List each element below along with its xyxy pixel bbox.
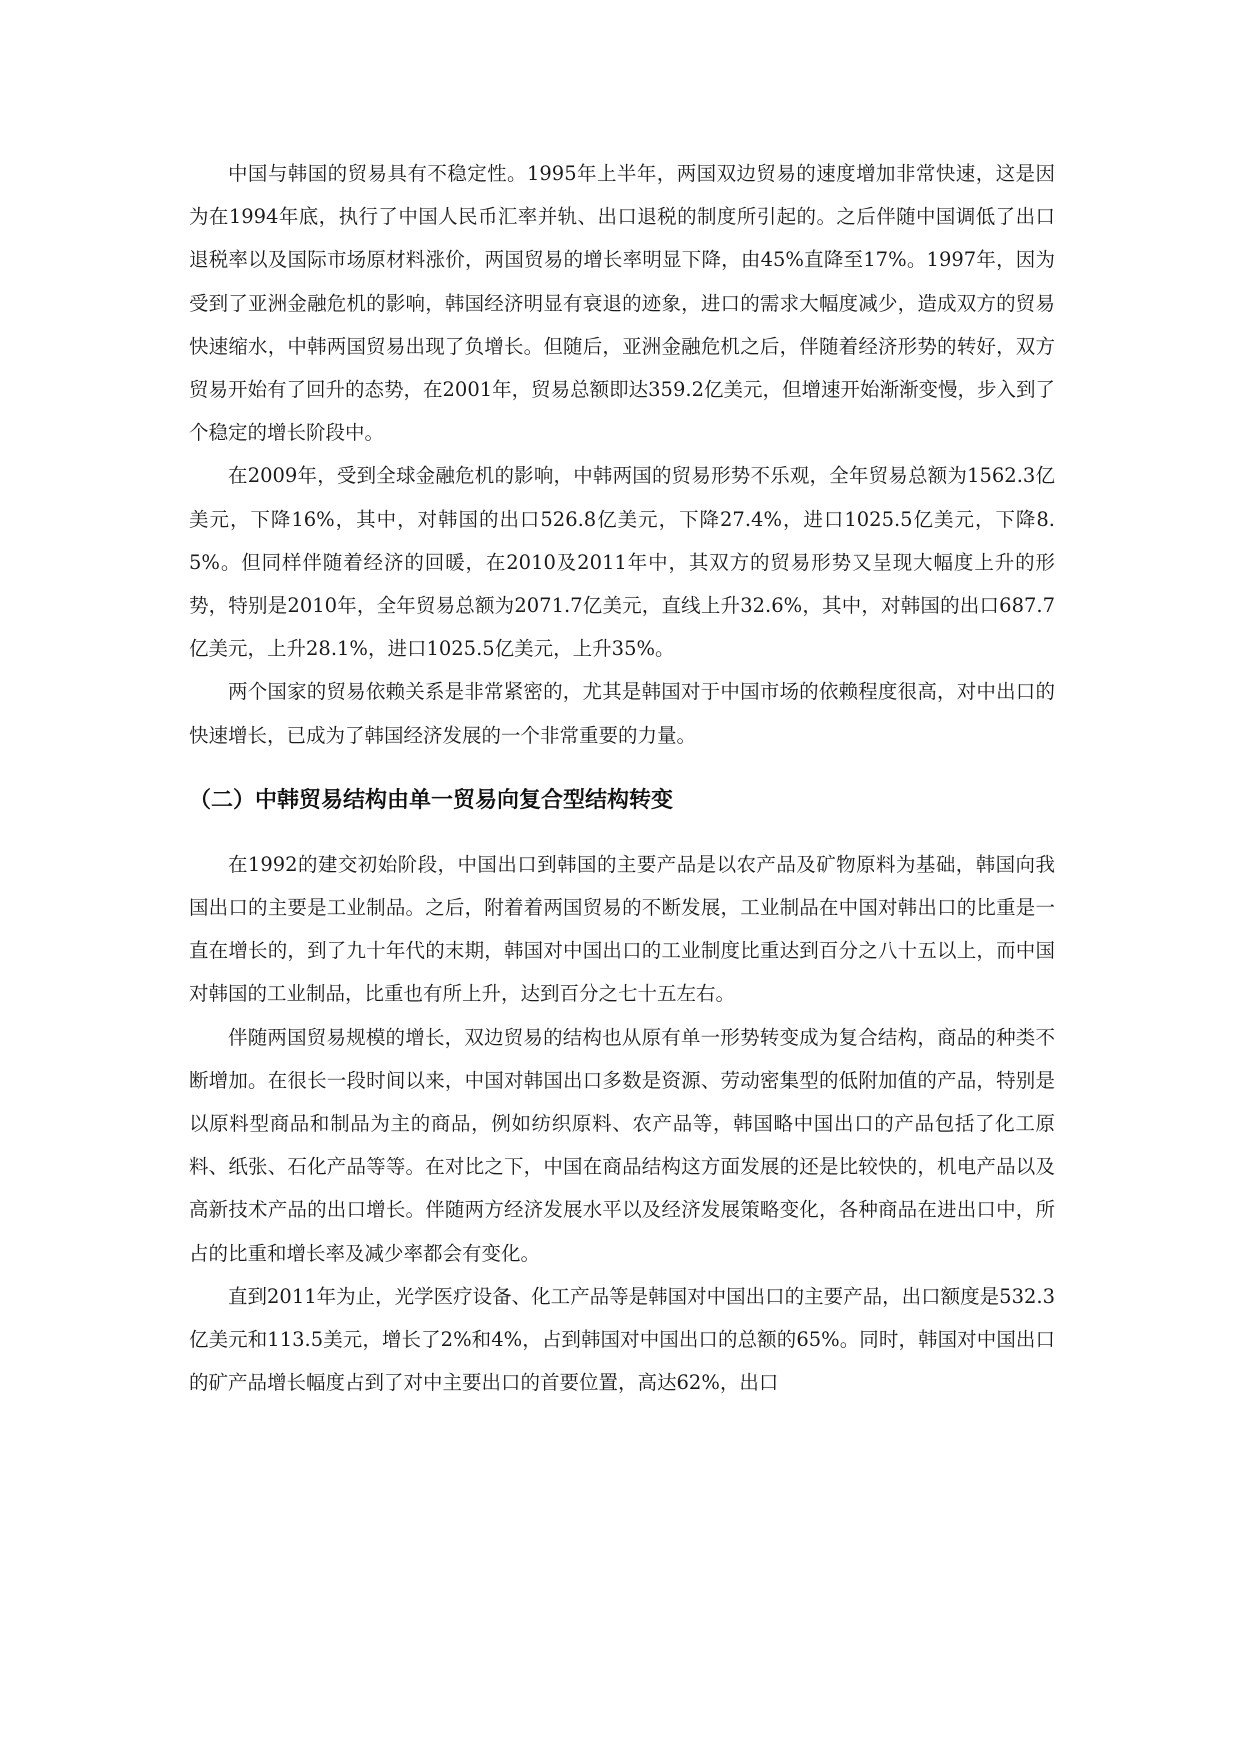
body-paragraph: 两个国家的贸易依赖关系是非常紧密的，尤其是韩国对于中国市场的依赖程度很高，对中出口的快速增长，已成为了韩国经济发展的一个非常重要的力量。 (189, 680, 1055, 747)
body-paragraph: 中国与韩国的贸易具有不稳定性。1995年上半年，两国双边贸易的速度增加非常快速，这是因为在1994年底，执行了中国人民币汇率并轨、出口退税的制度所引起的。之后伴随中国调低了出口退税率以及国际市场原材料涨价，两国贸易的增长率明显下降，由45%直降至17%。1997年，因为受到了亚洲金融危机的影响，韩国经济明显有衰退的迹象，进口的需求大幅度减少，造成双方的贸易快速缩水，中韩两国贸易出现了负增长。但随后，亚洲金融危机之后，伴随着经济形势的转好，双方贸易开始有了回升的态势，在2001年，贸易总额即达359.2亿美元，但增速开始渐渐变慢，步入到了个稳定的增长阶段中。 (189, 162, 1055, 445)
body-paragraph: 在2009年，受到全球金融危机的影响，中韩两国的贸易形势不乐观，全年贸易总额为1562.3亿美元，下降16%，其中，对韩国的出口526.8亿美元，下降27.4%，进口1025.5亿美元，下降8.5%。但同样伴随着经济的回暖，在2010及2011年中，其双方的贸易形势又呈现大幅度上升的形势，特别是2010年，全年贸易总额为2071.7亿美元，直线上升32.6%，其中，对韩国的出口687.7亿美元，上升28.1%，进口1025.5亿美元，上升35%。 (189, 464, 1055, 661)
section-heading: （二）中韩贸易结构由单一贸易向复合型结构转变 (189, 787, 674, 813)
body-paragraph: 伴随两国贸易规模的增长，双边贸易的结构也从原有单一形势转变成为复合结构，商品的种类不断增加。在很长一段时间以来，中国对韩国出口多数是资源、劳动密集型的低附加值的产品，特别是以原料型商品和制品为主的商品，例如纺织原料、农产品等，韩国略中国出口的产品包括了化工原料、纸张、石化产品等等。在对比之下，中国在商品结构这方面发展的还是比较快的，机电产品以及高新技术产品的出口增长。伴随两方经济发展水平以及经济发展策略变化，各种商品在进出口中，所占的比重和增长率及减少率都会有变化。 (189, 1025, 1055, 1265)
body-paragraph: 在1992的建交初始阶段，中国出口到韩国的主要产品是以农产品及矿物原料为基础，韩国向我国出口的主要是工业制品。之后，附着着两国贸易的不断发展，工业制品在中国对韩出口的比重是一直在增长的，到了九十年代的末期，韩国对中国出口的工业制度比重达到百分之八十五以上，而中国对韩国的工业制品，比重也有所上升，达到百分之七十五左右。 (189, 852, 1055, 1006)
body-paragraph: 直到2011年为止，光学医疗设备、化工产品等是韩国对中国出口的主要产品，出口额度是532.3亿美元和113.5美元，增长了2%和4%，占到韩国对中国出口的总额的65%。同时，韩国对中国出口的矿产品增长幅度占到了对中主要出口的首要位置，高达62%，出口 (189, 1284, 1055, 1395)
page-body (189, 152, 1055, 1404)
